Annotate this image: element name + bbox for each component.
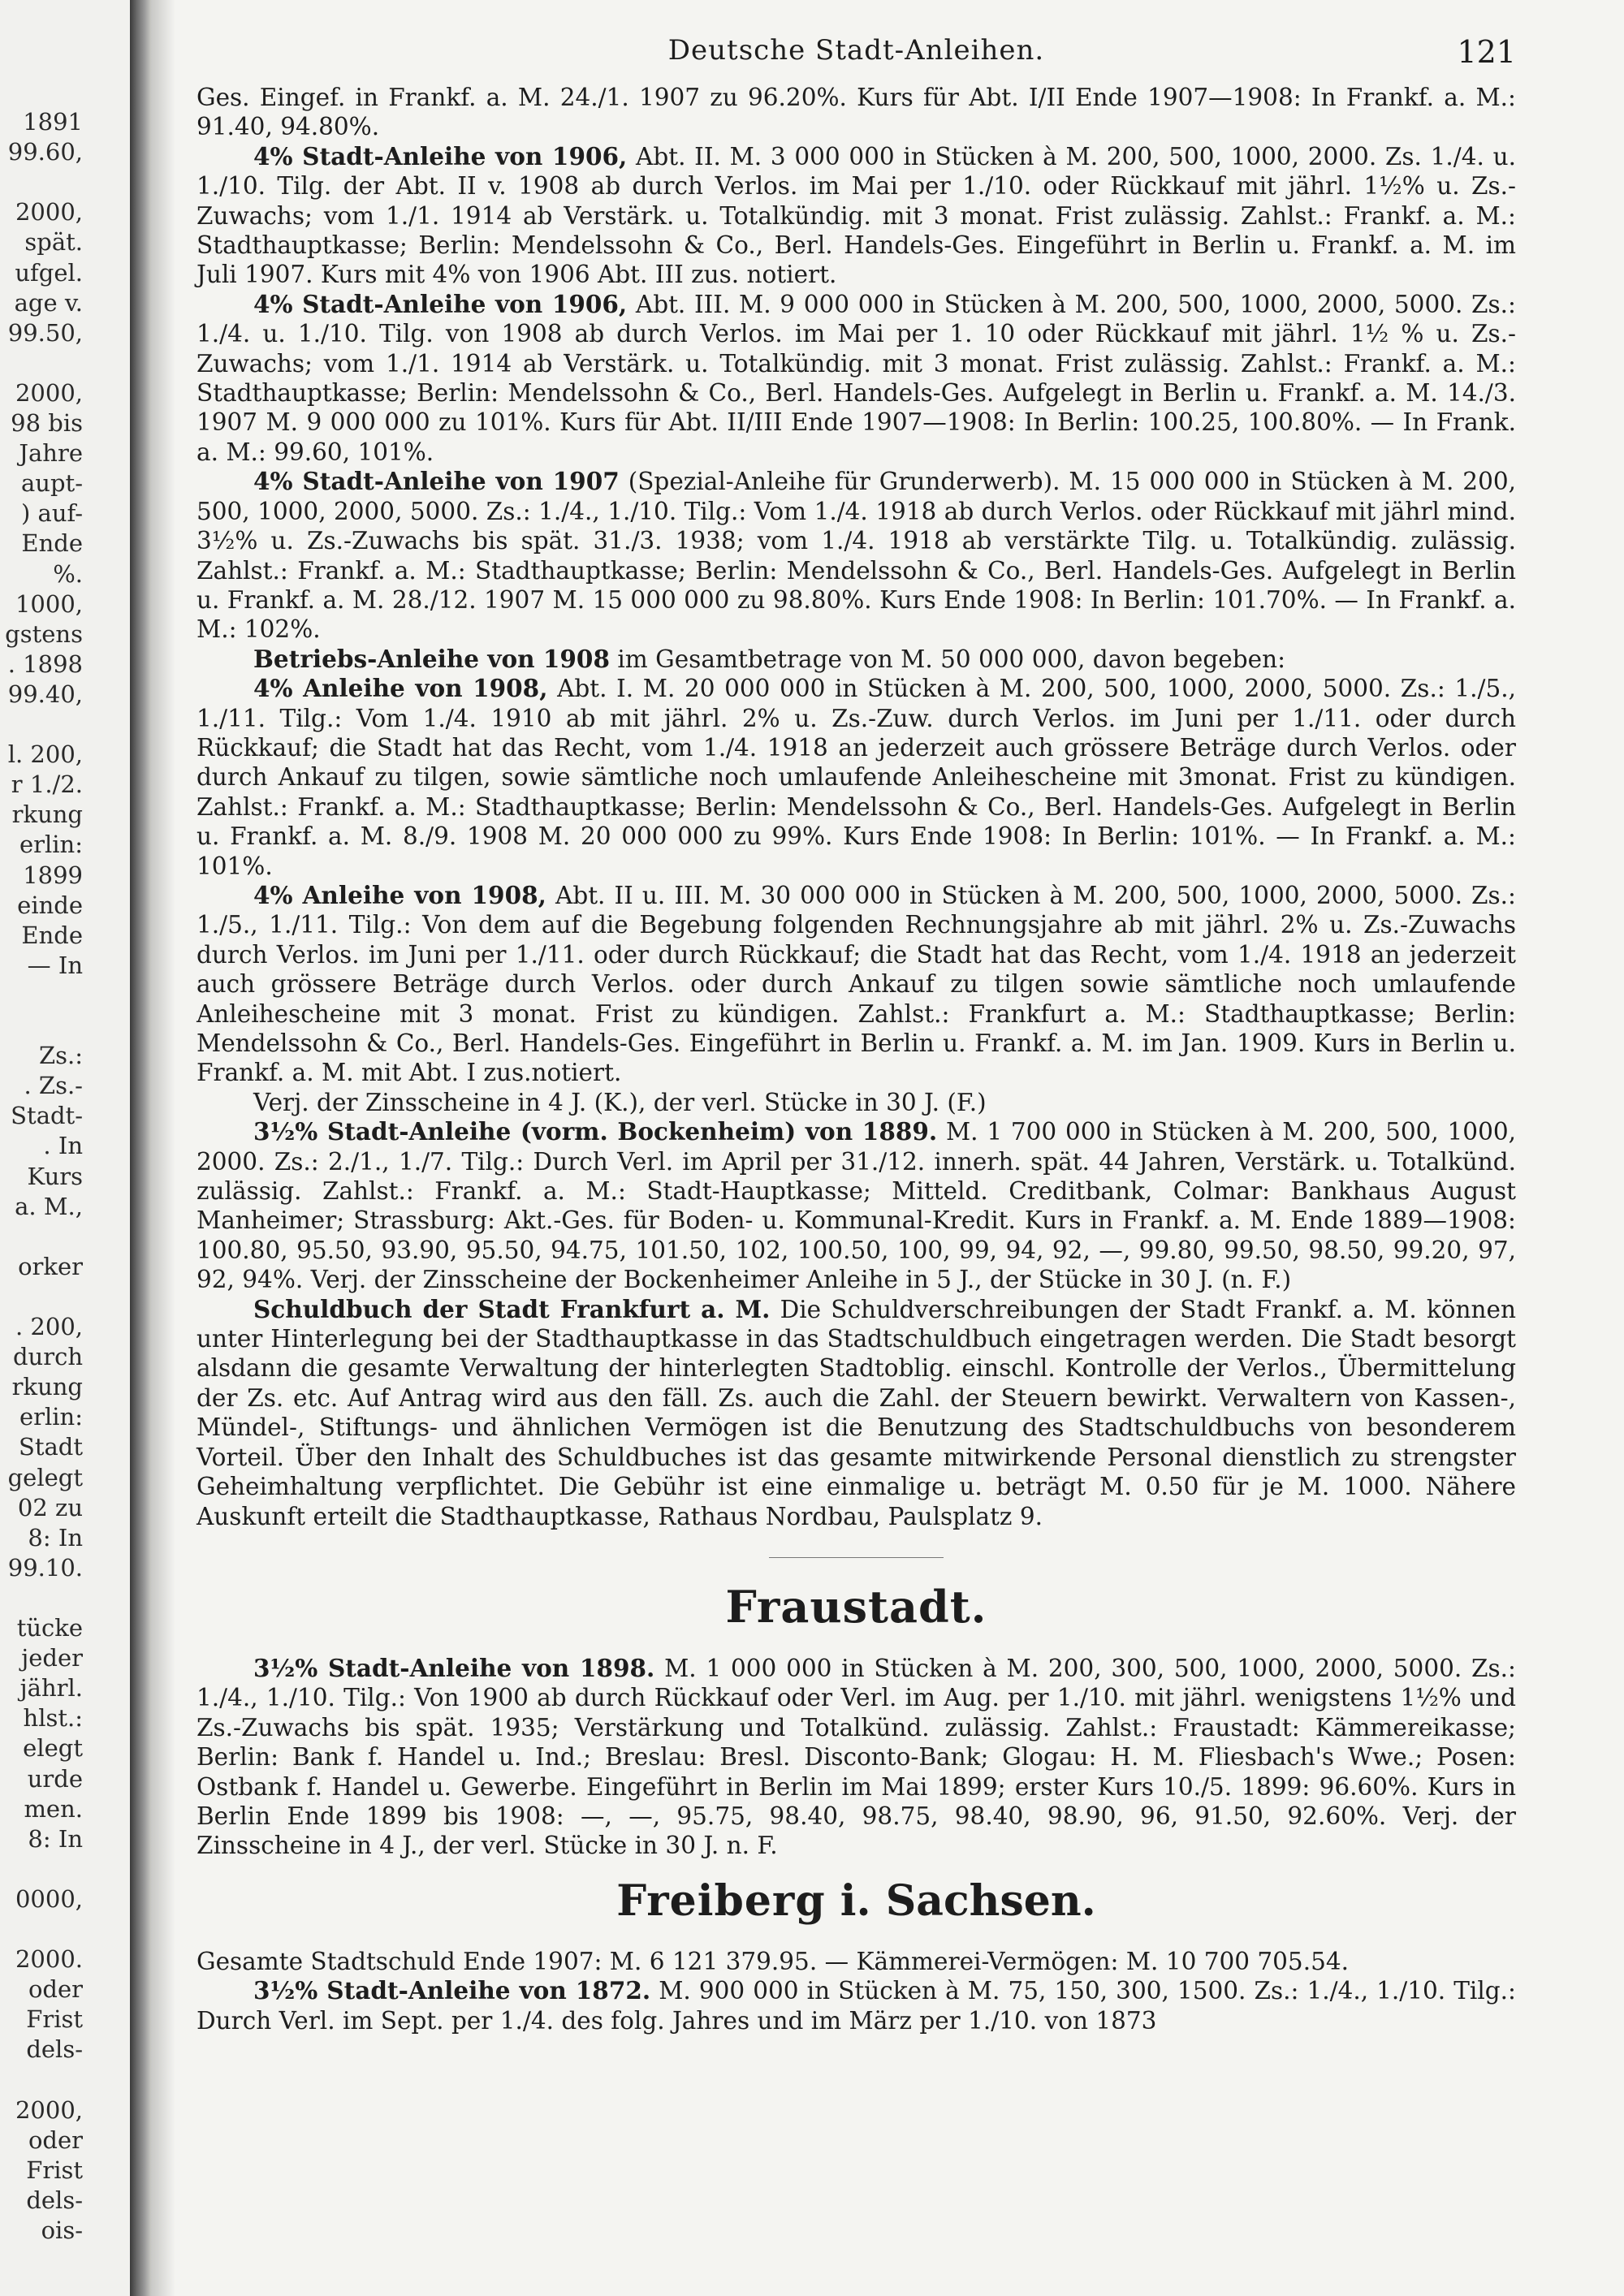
left-page-fragment: Zs.: xyxy=(38,1042,83,1070)
entry-text: Ges. Eingef. in Frankf. a. M. 24./1. 1907 zu 96.20%. Kurs für Abt. I/II Ende 1907—1908: In Frankf. a. M.: 91.40, 94.80%. xyxy=(197,84,1516,141)
left-page-fragment: 99.60, xyxy=(7,138,83,166)
entry-title: Betriebs-Anleihe von 1908 xyxy=(253,644,610,673)
gutter-shadow xyxy=(151,0,175,2296)
entry-text: im Gesamtbetrage von M. 50 000 000, davon begeben: xyxy=(617,645,1286,673)
left-page-fragment: Stadt xyxy=(18,1433,83,1461)
left-page-fragment: dels- xyxy=(26,2035,83,2064)
left-page-fragment: erlin: xyxy=(19,1403,83,1431)
left-page-fragment: hlst.: xyxy=(23,1704,83,1733)
left-page-fragment: Jahre xyxy=(19,439,83,468)
entry-freiberg-1872 xyxy=(197,1976,1516,2035)
left-page-fragment: 8: In xyxy=(28,1824,83,1853)
entry-text: Verj. der Zinsscheine in 4 J. (K.), der verl. Stücke in 30 J. (F.) xyxy=(253,1088,987,1116)
left-page-fragment: Stadt- xyxy=(11,1102,83,1130)
running-head xyxy=(197,34,1516,83)
adjacent-page-strip xyxy=(0,0,130,2296)
left-page-fragment: dels- xyxy=(26,2186,83,2214)
page-number: 121 xyxy=(1457,34,1516,70)
left-page-fragment: ) auf- xyxy=(21,499,83,528)
left-page-fragment: rkung xyxy=(11,1373,83,1401)
entry-text: M. 1 000 000 in Stücken à M. 200, 300, 500, 1000, 2000, 5000. Zs.: 1./4., 1./10. Tilg.: Von 1900 ab durch Rückkauf oder Verl. im Aug. per 1./10. mit jährl. wenigstens 1½% und Zs.-Zuwachs bis spät. 1935; Verstärkung und Totalkünd. zulässig. Zahlst.: Fraustadt: Kämmereikasse; Berlin: Bank f. Handel u. Ind.; Breslau: Bresl. Disconto-Bank; Glogau: H. M. Fliesbach's Wwe.; Posen: Ostbank f. Handel u. Gewerbe. Eingeführt in Berlin im Mai 1899; erster Kurs 10./5. 1899: 96.60%. Kurs in Berlin Ende 1899 bis 1908: —, —, 95.75, 98.40, 98.75, 98.40, 98.90, 96, 91.50, 92.60%. Verj. der Zinsscheine in 4 J., der verl. Stücke in 30 J. n. F. xyxy=(197,1654,1516,1860)
left-page-fragment: aupt- xyxy=(21,469,83,498)
left-page-fragment: 8: In xyxy=(28,1523,83,1552)
left-page-fragment: elegt xyxy=(23,1734,83,1763)
left-page-fragment: 99.40, xyxy=(7,680,83,708)
entry-1906-abt-3 xyxy=(197,290,1516,467)
left-page-fragment: Kurs xyxy=(27,1162,83,1190)
book-gutter xyxy=(130,0,151,2296)
entry-fraustadt-1898 xyxy=(197,1654,1516,1861)
document-page xyxy=(197,34,1516,2035)
entry-1906-abt-2 xyxy=(197,142,1516,290)
left-page-fragment: — In xyxy=(27,951,83,979)
entry-text: (Spezial-Anleihe für Grunderwerb). M. 15 000 000 in Stücken à M. 200, 500, 1000, 2000, 5000. Zs.: 1./4., 1./10. Tilg.: Vom 1./4. 1918 ab durch Verlos. oder Rückkauf mit jährl mind. 3½% u. Zs.-Zuwachs bis spät. 31./3. 1938; vom 1./4. 1918 ab verstärkte Tilg. u. Totalkündig. zulässig. Zahlst.: Frankf. a. M.: Stadthauptkasse; Berlin: Mendelssohn & Co., Berl. Handels-Ges. Aufgelegt in Berlin u. Frankf. a. M. 28./12. 1907 M. 15 000 000 zu 98.80%. Kurs Ende 1908: In Berlin: 101.70%. — In Frankf. a. M.: 102%. xyxy=(197,468,1516,644)
left-page-fragment: r 1./2. xyxy=(11,770,83,799)
left-page-fragment: 1000, xyxy=(15,589,83,618)
left-page-fragment: %. xyxy=(53,559,83,588)
entry-title: 4% Anleihe von 1908, xyxy=(253,674,548,703)
entry-title: 3½% Stadt-Anleihe von 1898. xyxy=(253,1653,655,1682)
entry-text: Abt. I. M. 20 000 000 in Stücken à M. 200, 500, 1000, 2000, 5000. Zs.: 1./5., 1./11. Tilg.: Vom 1./4. 1910 ab mit jährl. 2% u. Zs.-Zuw. durch Verlos. im Juni per 1./11. oder durch Rückkauf; die Stadt hat das Recht, vom 1./4. 1918 an jederzeit auch grössere Beträge durch Verlos. oder durch Ankauf zu tilgen, sowie sämtliche noch umlaufende Anleihescheine mit 3monat. Frist zu kündigen. Zahlst.: Frankf. a. M.: Stadthauptkasse; Berlin: Mendelssohn & Co., Berl. Handels-Ges. Aufgelegt in Berlin u. Frankf. a. M. 8./9. 1908 M. 20 000 000 zu 99%. Kurs Ende 1908: In Berlin: 101%. — In Frankf. a. M.: 101%. xyxy=(197,675,1516,880)
left-page-fragment: einde xyxy=(17,891,83,919)
left-page-fragment: Ende xyxy=(21,921,83,949)
entry-1908-abt-2-3 xyxy=(197,881,1516,1088)
entry-title: Schuldbuch der Stadt Frankfurt a. M. xyxy=(253,1294,771,1323)
left-page-fragment: men. xyxy=(24,1794,83,1823)
city-heading-fraustadt: Fraustadt. xyxy=(725,1580,987,1633)
left-page-fragment: erlin: xyxy=(19,831,83,859)
left-page-fragment: jährl. xyxy=(19,1674,83,1703)
left-page-fragment: 1899 xyxy=(23,861,83,889)
left-page-fragment: 2000. xyxy=(15,1945,83,1974)
entry-title: 4% Anleihe von 1908, xyxy=(253,880,546,909)
left-page-fragment: tücke xyxy=(16,1614,83,1642)
left-page-fragment: ois- xyxy=(41,2216,83,2244)
entry-text: M. 1 700 000 in Stücken à M. 200, 500, 1000, 2000. Zs.: 2./1., 1./7. Tilg.: Durch Verl. im April per 31./12. innerh. spät. 44 Jahren, Verstärk. u. Totalkünd. zulässig. Zahlst.: Frankf. a. M.: Stadt-Hauptkasse; Mitteld. Creditbank, Colmar: Bankhaus August Manheimer; Strassburg: Akt.-Ges. für Boden- u. Kommunal-Kredit. Kurs in Frankf. a. M. Ende 1889—1908: 100.80, 95.50, 93.90, 95.50, 94.75, 101.50, 102, 100.50, 100, 99, 94, 92, —, 99.80, 99.50, 98.50, 99.20, 97, 92, 94%. Verj. der Zinsscheine der Bockenheimer Anleihe in 5 J., der Stücke in 30 J. (n. F.) xyxy=(197,1118,1516,1294)
entry-text: Abt. II. M. 3 000 000 in Stücken à M. 200, 500, 1000, 2000. Zs. 1./4. u. 1./10. Tilg. der Abt. II v. 1908 ab durch Verlos. im Mai per 1./10. oder Rückkauf mit jährl. 1½% u. Zs.-Zuwachs; vom 1./1. 1914 ab Verstärk. u. Totalkündig. mit 3 monat. Frist zulässig. Zahlst.: Frankf. a. M.: Stadthauptkasse; Berlin: Mendelssohn & Co., Berl. Handels-Ges. Eingeführt in Berlin u. Frankf. a. M. im Juli 1907. Kurs mit 4% von 1906 Abt. III zus. notiert. xyxy=(197,142,1516,289)
left-page-fragment: . 1898 xyxy=(7,650,83,678)
entry-title: 4% Stadt-Anleihe von 1906, xyxy=(253,289,628,318)
entry-1908-abt-1 xyxy=(197,674,1516,881)
entry-title: 3½% Stadt-Anleihe (vorm. Bockenheim) von 1889. xyxy=(253,1117,938,1146)
entry-bockenheim-1889 xyxy=(197,1117,1516,1294)
left-page-fragment: l. 200, xyxy=(7,740,83,769)
left-page-fragment: 99.10. xyxy=(7,1553,83,1582)
left-page-fragment: jeder xyxy=(21,1644,83,1672)
left-page-fragment: age v. xyxy=(14,288,83,317)
left-page-fragment: durch xyxy=(12,1343,83,1371)
left-page-fragment: gelegt xyxy=(7,1463,83,1491)
entry-schuldbuch xyxy=(197,1295,1516,1531)
left-page-fragment: 0000, xyxy=(15,1884,83,1913)
entry-1906-continued xyxy=(197,83,1516,142)
section-divider xyxy=(769,1557,944,1558)
entry-text: Abt. II u. III. M. 30 000 000 in Stücken à M. 200, 500, 1000, 2000, 5000. Zs.: 1./5., 1./11. Tilg.: Von dem auf die Begebung folgenden Rechnungsjahre ab mit jährl. 2% u. Zs.-Zuwachs durch Verlos. im Juni per 1./11. oder durch Rückkauf; die Stadt hat das Recht, vom 1./4. 1918 an jederzeit auch grössere Beträge durch Verlos. oder durch Ankauf zu tilgen sowie sämtliche noch umlaufende Anleihescheine mit 3 monat. Frist zu kündigen. Zahlst.: Frankfurt a. M.: Stadthauptkasse; Berlin: Mendelssohn & Co., Berl. Handels-Ges. Eingeführt in Berlin u. Frankf. a. M. im Jan. 1909. Kurs in Berlin u. Frankf. a. M. mit Abt. I zus.notiert. xyxy=(197,881,1516,1087)
left-page-fragment: oder xyxy=(28,1975,83,2004)
left-page-fragment: gstens xyxy=(5,619,83,648)
entry-text: Gesamte Stadtschuld Ende 1907: M. 6 121 379.95. — Kämmerei-Vermögen: M. 10 700 705.54. xyxy=(197,1947,1349,1975)
left-page-fragment: spät. xyxy=(24,228,83,257)
left-page-fragment: 98 bis xyxy=(11,409,83,437)
left-page-fragment: a. M., xyxy=(15,1192,83,1220)
city-suffix: i. Sachsen. xyxy=(825,1875,1096,1926)
entry-text: Abt. III. M. 9 000 000 in Stücken à M. 200, 500, 1000, 2000, 5000. Zs.: 1./4. u. 1./10. Tilg. von 1908 ab durch Verlos. im Mai per 1. 10 oder Rückkauf mit jährl. 1½ % u. Zs.-Zuwachs; vom 1./1. 1914 ab Verstärk. u. Totalkündig. mit 3 monat. Frist zulässig. Zahlst.: Frankf. a. M.: Stadthauptkasse; Berlin: Mendelssohn & Co., Berl. Handels-Ges. Aufgelegt in Berlin u. Frankf. a. M. 14./3. 1907 M. 9 000 000 zu 101%. Kurs für Abt. II/III Ende 1907—1908: In Berlin: 100.25, 100.80%. — In Frank. a. M.: 99.60, 101%. xyxy=(197,290,1516,466)
left-page-fragment: Ende xyxy=(21,529,83,558)
entry-betriebs-anleihe xyxy=(197,645,1516,674)
left-page-fragment: ufgel. xyxy=(15,258,83,287)
entry-title: 4% Stadt-Anleihe von 1906, xyxy=(253,141,628,170)
entry-1907 xyxy=(197,467,1516,644)
entry-text: M. 900 000 in Stücken à M. 75, 150, 300, 1500. Zs.: 1./4., 1./10. Tilg.: Durch Verl. im Sept. per 1./4. des folg. Jahres und im März per 1./10. von 1873 xyxy=(197,1977,1516,2035)
entry-title: 4% Stadt-Anleihe von 1907 xyxy=(253,467,620,496)
left-page-fragment: Frist xyxy=(26,2156,83,2184)
left-page-fragment: orker xyxy=(18,1252,83,1280)
city-name: Freiberg xyxy=(616,1875,826,1926)
freiberg-debt-summary xyxy=(197,1947,1516,1976)
left-page-fragment: 2000, xyxy=(15,2095,83,2124)
city-heading-freiberg xyxy=(197,1877,1516,1926)
left-page-fragment: urde xyxy=(27,1764,83,1793)
left-page-fragment: 2000, xyxy=(15,198,83,227)
running-title: Deutsche Stadt-Anleihen. xyxy=(667,34,1045,67)
left-page-fragment: . Zs.- xyxy=(24,1072,83,1100)
left-page-fragment: 99.50, xyxy=(7,318,83,347)
verjaehrung-note xyxy=(197,1088,1516,1117)
entry-title: 3½% Stadt-Anleihe von 1872. xyxy=(253,1976,651,2005)
left-page-fragment: rkung xyxy=(11,801,83,829)
left-page-fragment: 1891 xyxy=(23,108,83,136)
left-page-fragment: Frist xyxy=(26,2005,83,2034)
left-page-fragment: . In xyxy=(43,1132,83,1160)
left-page-fragment: 2000, xyxy=(15,378,83,407)
left-page-fragment: oder xyxy=(28,2126,83,2154)
entry-text: Die Schuldverschreibungen der Stadt Frankf. a. M. können unter Hinterlegung bei der Stadthauptkasse in das Stadtschuldbuch eingetragen werden. Die Stadt besorgt alsdann die gesamte Verwaltung der hinterlegten Stadtoblig. einschl. Kontrolle der Verlos., Übermittelung der Zs. etc. Auf Antrag wird aus den fäll. Zs. auch die Zahl. der Steuern bewirkt. Verwaltern von Kassen-, Mündel-, Stiftungs- und ähnlichen Vermögen ist die Benutzung des Stadtschuldbuchs von besonderem Vorteil. Über den Inhalt des Schuldbuches ist das gesamte mitwirkende Personal dienstlich zu strengster Geheimhaltung verpflichtet. Die Gebühr ist eine einmalige u. beträgt M. 0.50 für je M. 1000. Nähere Auskunft erteilt die Stadthauptkasse, Rathaus Nordbau, Paulsplatz 9. xyxy=(197,1295,1516,1530)
left-page-fragment: 02 zu xyxy=(17,1493,83,1521)
left-page-fragment: . 200, xyxy=(15,1313,83,1340)
